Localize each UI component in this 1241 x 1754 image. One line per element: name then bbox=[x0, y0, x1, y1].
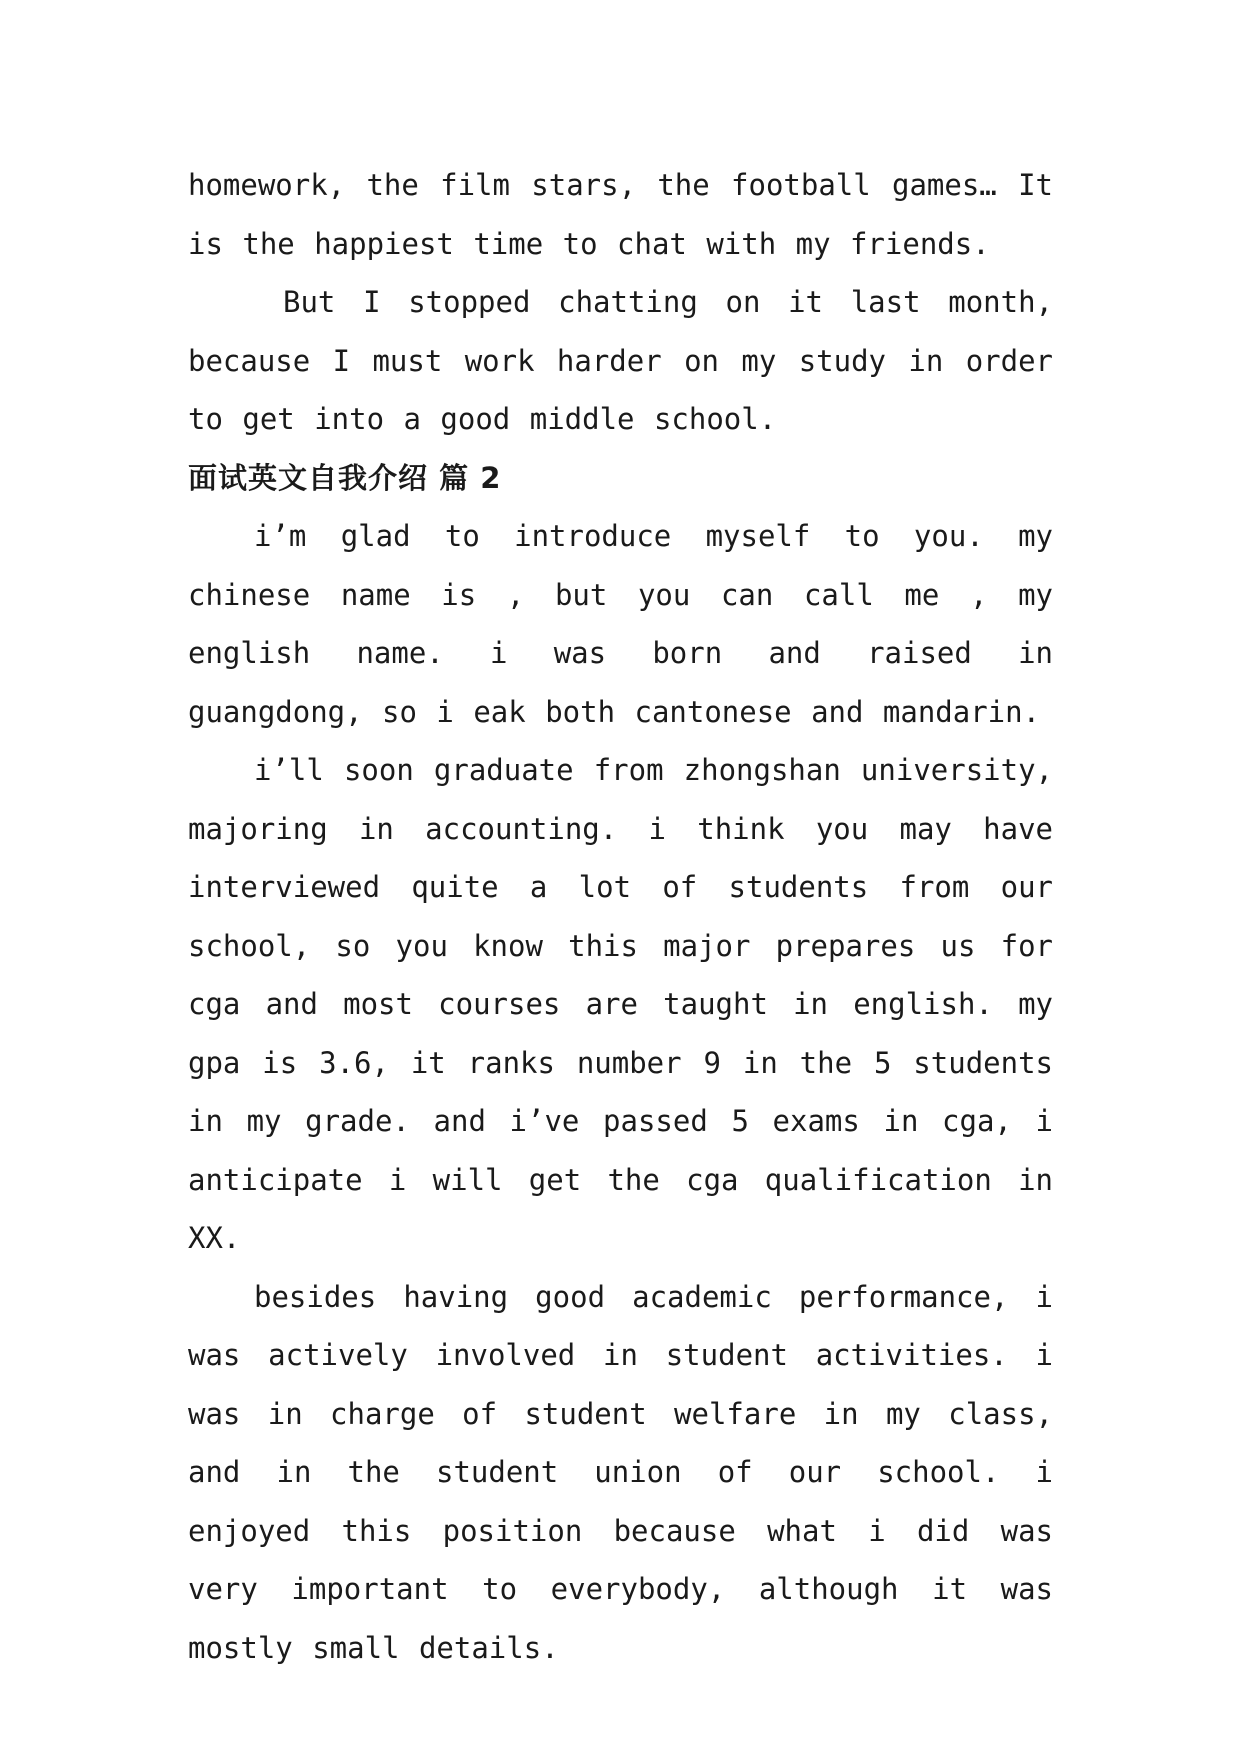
paragraph-activities: besides having good academic performance, i was actively involved in student activities. i was in charge of student welfare in my class, and in the student union of our school. i enjoyed this position because what i did was very important to everybody, although it was mostly small details. bbox=[188, 1279, 1053, 1665]
paragraph-education: i’ll soon graduate from zhongshan university, majoring in accounting. i think you may have interviewed quite a lot of students from our school, so you know this major prepares us for cga and most courses are taught in english. my gpa is 3.6, it ranks number 9 in the 5 students in my grade. and i’ve passed 5 exams in cga, i anticipate i will get the cga qualification in XX. bbox=[188, 753, 1053, 1255]
paragraph-continued: homework, the film stars, the football games… It is the happiest time to chat with my friends. bbox=[188, 168, 1053, 261]
paragraph-introduction: i’m glad to introduce myself to you. my chinese name is , but you can call me , my english name. i was born and raised in guangdong, so i eak both cantonese and mandarin. bbox=[188, 519, 1053, 729]
paragraph-stopped-chatting: But I stopped chatting on it last month, because I must work harder on my study in order to get into a good middle school. bbox=[188, 285, 1053, 436]
section-heading: 面试英文自我介绍 篇 2 bbox=[188, 460, 502, 495]
document-body bbox=[188, 156, 1053, 1677]
